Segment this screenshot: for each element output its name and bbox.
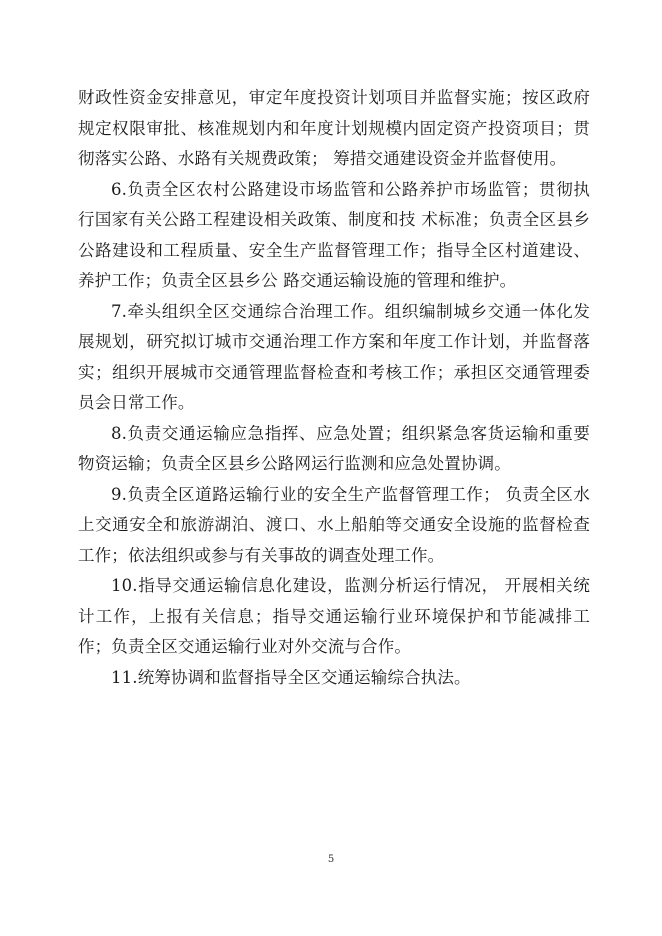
paragraph-item-11: 11.统筹协调和监督指导全区交通运输综合执法。 [111, 667, 471, 687]
paragraph-item-10: 10.指导交通运输信息化建设，监测分析运行情况， 开展相关统计工作，上报有关信息；指导交通运输行业环境保护和节能减排工作；负责全区交通运输行业对外交流与合作。 [78, 576, 590, 656]
page-number: 5 [327, 854, 335, 865]
paragraph-item-7: 7.牵头组织全区交通综合治理工作。组织编制城乡交通一体化发展规划，研究拟订城市交通治理工作方案和年度工作计划，并监督落实；组织开展城市交通管理监督检查和考核工作；承担区交通管理委员会日常工作。 [78, 301, 590, 412]
paragraph-item-8: 8.负责交通运输应急指挥、应急处置；组织紧急客货运输和重要物资运输；负责全区县乡公路网运行监测和应急处置协调。 [78, 423, 590, 473]
document-body [78, 83, 590, 693]
paragraph-continuation: 财政性资金安排意见，审定年度投资计划项目并监督实施；按区政府规定权限审批、核准规划内和年度计划规模内固定资产投资项目；贯彻落实公路、水路有关规费政策； 筹措交通建设资金并监督使用。 [78, 88, 590, 168]
paragraph-item-6: 6.负责全区农村公路建设市场监管和公路养护市场监管；贯彻执行国家有关公路工程建设相关政策、制度和技 术标准；负责全区县乡公路建设和工程质量、安全生产监督管理工作；指导全区村道建设、养护工作；负责全区县乡公 路交通运输设施的管理和维护。 [78, 179, 590, 290]
paragraph-item-9: 9.负责全区道路运输行业的安全生产监督管理工作； 负责全区水上交通安全和旅游湖泊、渡口、水上船舶等交通安全设施的监督检查工作；依法组织或参与有关事故的调查处理工作。 [78, 484, 590, 565]
